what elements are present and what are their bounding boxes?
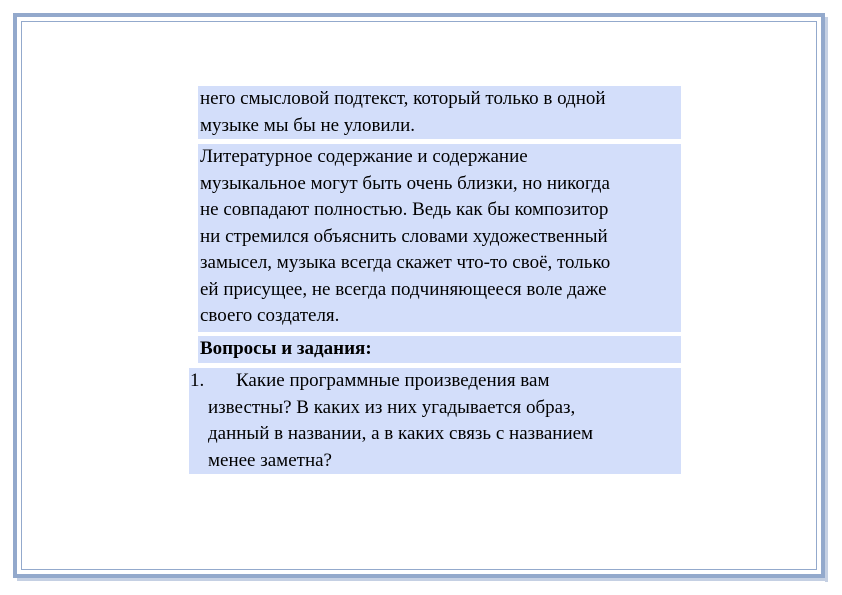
paragraph-2-line: своего создателя. [200, 305, 340, 326]
paragraph-1 [198, 86, 681, 139]
list-item-number: 1. [190, 370, 205, 391]
paragraph-2-line: ни стремился объяснить словами художественный [200, 225, 608, 247]
question-list [189, 368, 681, 474]
list-item-continuation [208, 395, 668, 475]
list-item-line: известны? В каких из них угадывается образ, [208, 396, 576, 418]
list-item-line: данный в названии, а в каких связь с названием [208, 423, 594, 444]
paragraph-2-line: не совпадают полностью. Ведь как бы композитор [200, 199, 609, 220]
frame-shadow-right [825, 17, 828, 582]
frame-shadow-bottom [17, 578, 828, 581]
list-item-first-line: Какие программные произведения вам [236, 370, 550, 391]
paragraph-2-line: замысел, музыка всегда скажет что-то своё, только [200, 252, 611, 273]
paragraph-2-line: Литературное содержание и содержание [200, 146, 528, 167]
paragraph-1-line: музыке мы бы не уловили. [200, 114, 415, 136]
paragraph-2-line: ей присущее, не всегда подчиняющееся воле даже [200, 278, 607, 300]
paragraph-1-line: него смысловой подтекст, который только в одной [200, 88, 606, 109]
list-item-line: менее заметна? [208, 449, 332, 471]
section-heading: Вопросы и задания: [198, 336, 681, 363]
paragraph-2 [198, 144, 681, 332]
paragraph-2-line: музыкальное могут быть очень близки, но никогда [200, 172, 610, 194]
